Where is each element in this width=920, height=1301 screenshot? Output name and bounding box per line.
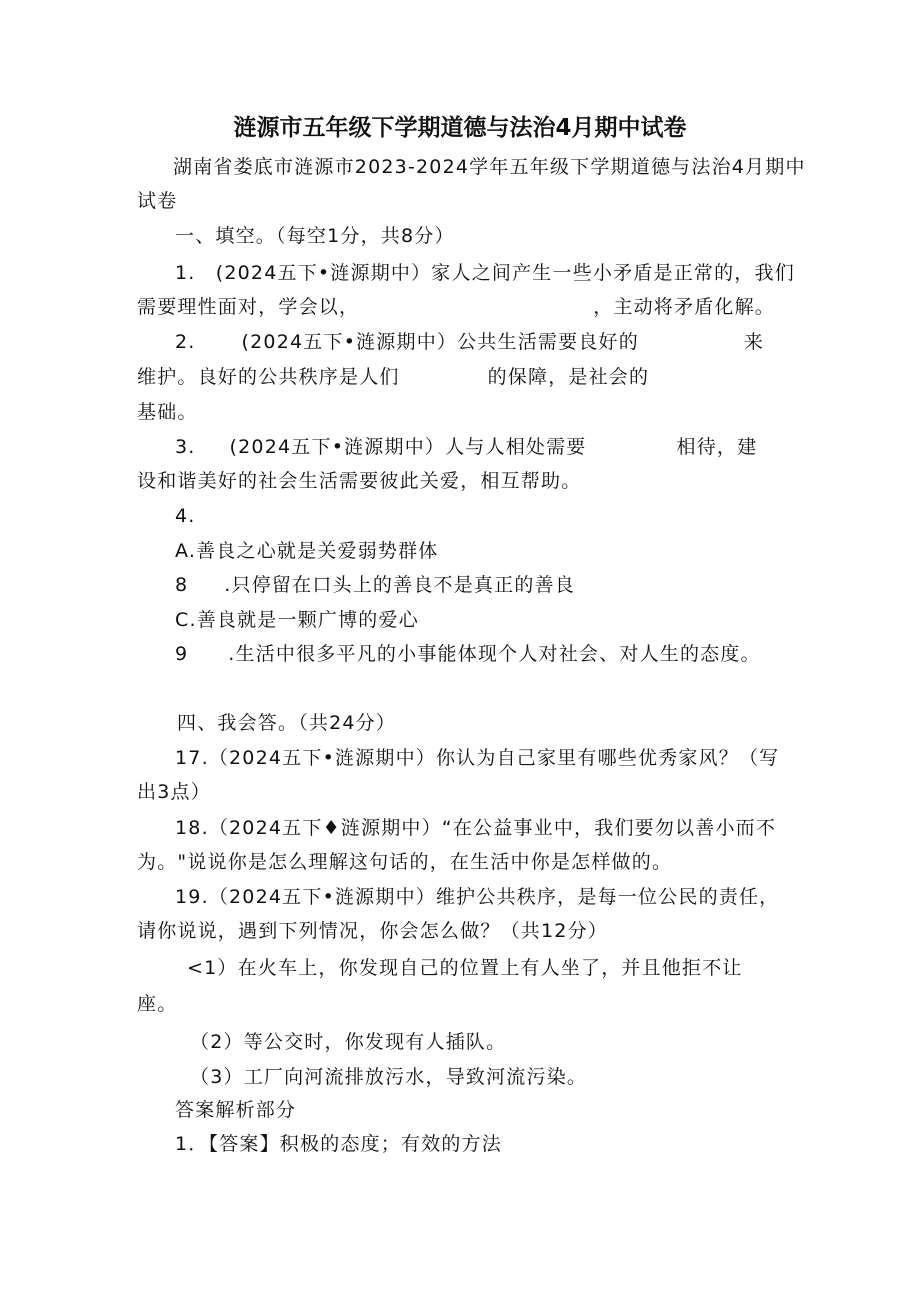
question-19-sub-3: （3）工厂向河流排放污水，导致河流污染。 — [190, 1066, 588, 1088]
option-8-number: 8 — [175, 574, 189, 596]
question-17-line-2: 出3点） — [137, 781, 211, 803]
question-2-tail: 来 — [743, 331, 765, 353]
answer-section-heading: 答案解析部分 — [175, 1099, 297, 1121]
section-answer-heading: 四、我会答。（共24分） — [177, 712, 397, 734]
option-c: C.善良就是一颗广博的爱心 — [175, 609, 419, 631]
question-19-sub-1-line-1: <1）在火车上，你发现自己的位置上有人坐了，并且他拒不让 — [187, 957, 743, 979]
question-2-part-1: 维护。良好的公共秩序是人们 — [137, 366, 400, 388]
question-1-part-1: 需要理性面对，学会以， — [137, 296, 360, 318]
option-8-text: .只停留在口头上的善良不是真正的善良 — [224, 574, 575, 596]
question-2-number: 2. — [175, 331, 196, 353]
question-19-sub-2: （2）等公交时，你发现有人插队。 — [190, 1031, 507, 1053]
question-18-line-2: 为。"说说你是怎么理解这句话的，在生活中你是怎样做的。 — [137, 851, 673, 873]
option-8 — [175, 572, 575, 598]
option-9-number: 9 — [175, 643, 189, 665]
option-9 — [175, 641, 761, 667]
question-1-line-2 — [137, 294, 775, 320]
question-19-line-2: 请你说说，遇到下列情况，你会怎么做？（共12分） — [137, 920, 608, 942]
answer-1: 1．【答案】积极的态度；有效的方法 — [175, 1133, 502, 1155]
question-3-line-2: 设和谐美好的社会生活需要彼此关爱，相互帮助。 — [137, 470, 582, 492]
option-9-text: .生活中很多平凡的小事能体现个人对社会、对人生的态度。 — [228, 643, 761, 665]
question-2-part-2: 的保障，是社会的 — [487, 366, 650, 388]
question-4-number: 4. — [175, 505, 196, 527]
option-a: A.善良之心就是关爱弱势群体 — [175, 540, 439, 562]
question-19-sub-1-line-2: 座。 — [137, 993, 178, 1015]
question-2-line-3: 基础。 — [137, 401, 198, 423]
question-19-line-1: 19.（2024五下•涟源期中）维护公共秩序，是每一位公民的责任， — [175, 886, 780, 908]
subtitle-line-1: 湖南省娄底市涟源市2023-2024学年五年级下学期道德与法治4月期中 — [173, 156, 806, 178]
subtitle-line-2: 试卷 — [137, 190, 178, 212]
question-3-tail: 相待，建 — [676, 436, 758, 458]
question-2-line-1 — [175, 329, 764, 355]
page-title: 涟源市五年级下学期道德与法治4月期中试卷 — [233, 115, 687, 141]
question-3-line-1 — [175, 434, 757, 460]
question-17-line-1: 17.（2024五下•涟源期中）你认为自己家里有哪些优秀家风？（写 — [175, 747, 780, 769]
question-1-part-2: ，主动将矛盾化解。 — [593, 296, 776, 318]
section-fill-in-heading: 一、填空。（每空1分，共8分） — [175, 225, 455, 247]
question-2-text: (2024五下•涟源期中）公共生活需要良好的 — [241, 331, 639, 353]
question-18-line-1: 18.（2024五下♦涟源期中）“在公益事业中，我们要勿以善小而不 — [175, 817, 777, 839]
question-3-number: 3. — [175, 436, 196, 458]
question-1-line-1: 1. (2024五下•涟源期中）家人之间产生一些小矛盾是正常的，我们 — [175, 262, 795, 284]
question-3-text: (2024五下•涟源期中）人与人相处需要 — [229, 436, 587, 458]
question-2-line-2 — [137, 364, 649, 390]
